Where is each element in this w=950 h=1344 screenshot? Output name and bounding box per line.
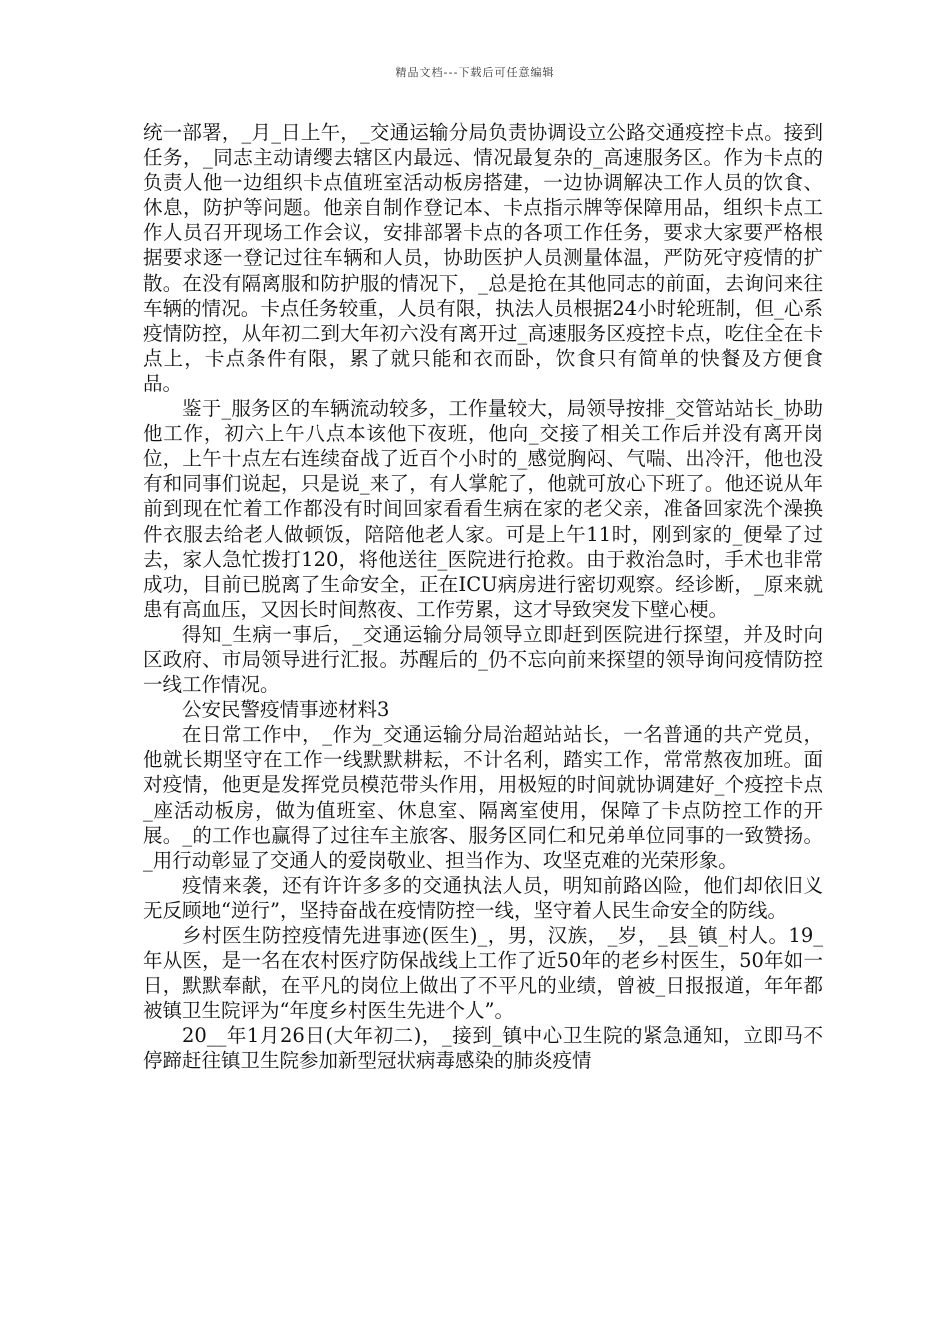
paragraph-4: 在日常工作中，_作为_交通运输分局治超站站长，一名普通的共产党员，他就长期坚守在工作一线默默耕耘，不计名利，踏实工作，常常熬夜加班。面对疫情，他更是发挥党员模范带头作用，用极短的时间就协调建好_个疫控卡点_座活动板房，做为值班室、休息室、隔离室使用，保障了卡点防控工作的开展。_的工作也赢得了过往车主旅客、服务区同仁和兄弟单位同事的一致赞扬。_用行动彰显了交通人的爱岗敬业、担当作为、攻坚克难的光荣形象。 [143, 723, 823, 872]
paragraph-6: 乡村医生防控疫情先进事迹(医生)_，男，汉族，_岁，_县_镇_村人。19_年从医，是一名在农村医疗防保战线上工作了近50年的老乡村医生，50年如一日，默默奉献，在平凡的岗位上做出了不平凡的业绩，曾被_日报报道，年年都被镇卫生院评为“年度乡村医生先进个人”。 [143, 924, 823, 1023]
document-body [143, 120, 823, 1074]
paragraph-2: 鉴于_服务区的车辆流动较多，工作量较大，局领导按排_交管站站长_协助他工作，初六上午八点本该他下夜班，他向_交接了相关工作后并没有离开岗位，上午十点左右连续奋战了近百个小时的_感觉胸闷、气喘、出冷汗，他也没有和同事们说起，只是说_来了，有人掌舵了，他就可放心下班了。他还说从年前到现在忙着工作都没有时间回家看看生病在家的老父亲，准备回家洗个澡换件衣服去给老人做顿饭，陪陪他老人家。可是上午11时，刚到家的_便晕了过去，家人急忙拨打120，将他送往_医院进行抢救。由于救治急时，手术也非常成功，目前已脱离了生命安全，正在ICU病房进行密切观察。经诊断，_原来就患有高血压，又因长时间熬夜、工作劳累，这才导致突发下壁心梗。 [143, 397, 823, 621]
paragraph-3: 得知_生病一事后，_交通运输分局领导立即赶到医院进行探望，并及时向区政府、市局领导进行汇报。苏醒后的_仍不忘向前来探望的领导询问疫情防控一线工作情况。 [143, 622, 823, 697]
paragraph-1: 统一部署，_月_日上午，_交通运输分局负责协调设立公路交通疫控卡点。接到任务，_同志主动请缨去辖区内最远、情况最复杂的_高速服务区。作为卡点的负责人他一边组织卡点值班室活动板房搭建，一边协调解决工作人员的饮食、休息，防护等问题。他亲自制作登记本、卡点指示牌等保障用品，组织卡点工作人员召开现场工作会议，安排部署卡点的各项工作任务，要求大家要严格根据要求逐一登记过往车辆和人员，协助医护人员测量体温，严防死守疫情的扩散。在没有隔离服和防护服的情况下，_总是抢在其他同志的前面，去询问来往车辆的情况。卡点任务较重，人员有限，执法人员根据24小时轮班制，但_心系疫情防控，从年初二到大年初六没有离开过_高速服务区疫控卡点，吃住全在卡点上，卡点条件有限，累了就只能和衣而卧，饮食只有简单的快餐及方便食品。 [143, 121, 823, 395]
paragraph-7: 20__年1月26日(大年初二)，_接到_镇中心卫生院的紧急通知，立即马不停蹄赶往镇卫生院参加新型冠状病毒感染的肺炎疫情 [143, 1024, 823, 1073]
page-header: 精品文档---下载后可任意编辑 [395, 66, 555, 79]
section-heading: 公安民警疫情事迹材料3 [182, 698, 390, 722]
paragraph-5: 疫情来袭，还有许许多多的交通执法人员，明知前路凶险，他们却依旧义无反顾地“逆行”，坚持奋战在疫情防控一线，坚守着人民生命安全的防线。 [143, 873, 823, 922]
